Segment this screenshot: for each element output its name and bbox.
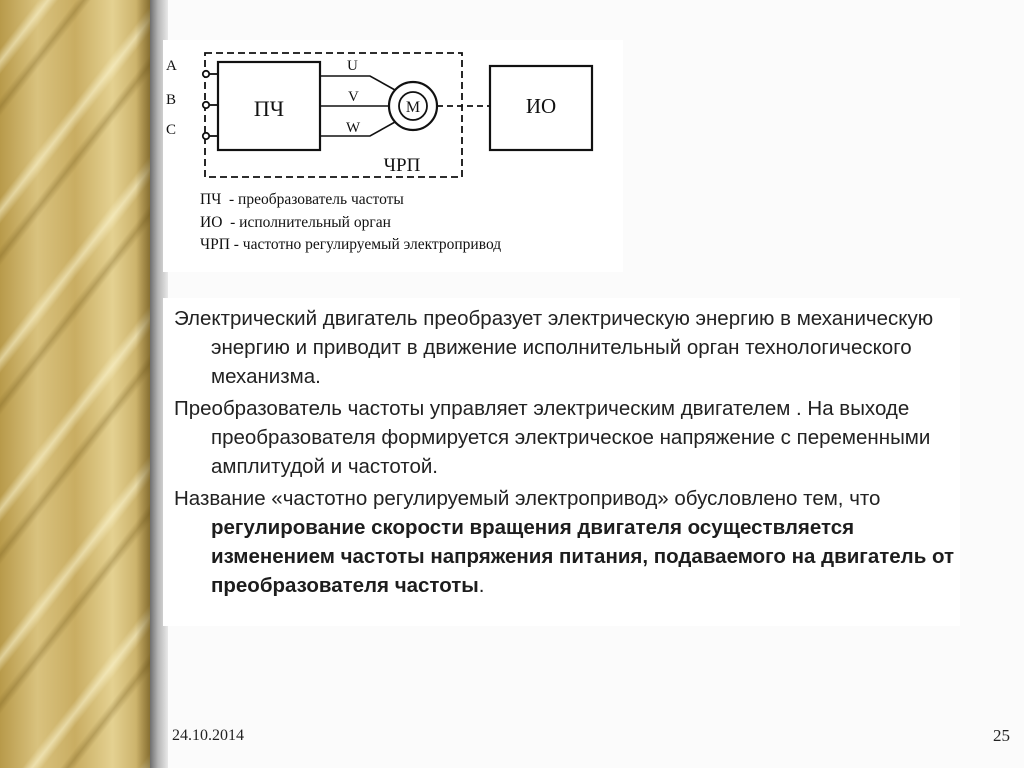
input-label-b: B (166, 92, 177, 108)
paragraph-drive-name-emphasis: регулирование скорости вращения двигателя осуществляется изменением частоты напряжения питания, подаваемого на двигатель от преобразователя частоты (211, 516, 955, 597)
slide-number: 25 (993, 726, 1010, 745)
paragraph-drive-name (174, 484, 964, 600)
motor-label: M (405, 99, 421, 116)
paragraph-drive-name-end: . (478, 574, 485, 597)
body-text (174, 304, 964, 603)
drive-label: ЧРП (383, 155, 421, 176)
terminal-c (203, 133, 209, 139)
input-label-a: A (166, 58, 177, 74)
input-label-c: C (166, 122, 177, 138)
footer-date: 24.10.2014 (172, 727, 244, 744)
output-label-u: U (347, 58, 358, 74)
paragraph-drive-name-start: Название «частотно регулируемый электропривод» обусловлено тем, что (174, 487, 881, 510)
decorative-left-border (0, 0, 150, 768)
paragraph-converter: Преобразователь частоты управляет электрическим двигателем . На выходе преобразователя формируется электрическое напряжение с переменными амплитудой и частотой. (174, 397, 931, 478)
legend-item-actuator: ИО - исполнительный орган (200, 213, 391, 231)
legend-item-drive: ЧРП - частотно регулируемый электропривод (200, 236, 502, 253)
actuator-label: ИО (525, 94, 557, 118)
converter-label: ПЧ (253, 96, 285, 121)
paragraph-motor: Электрический двигатель преобразует электрическую энергию в механическую энергию и приводит в движение исполнительный орган технологического механизма. (174, 307, 934, 388)
drive-schematic (163, 40, 623, 190)
terminal-b (203, 102, 209, 108)
output-label-w: W (346, 120, 361, 136)
legend-item-converter: ПЧ - преобразователь частоты (200, 191, 404, 208)
output-label-v: V (348, 89, 359, 105)
diagram-legend (200, 189, 501, 257)
terminal-a (203, 71, 209, 77)
